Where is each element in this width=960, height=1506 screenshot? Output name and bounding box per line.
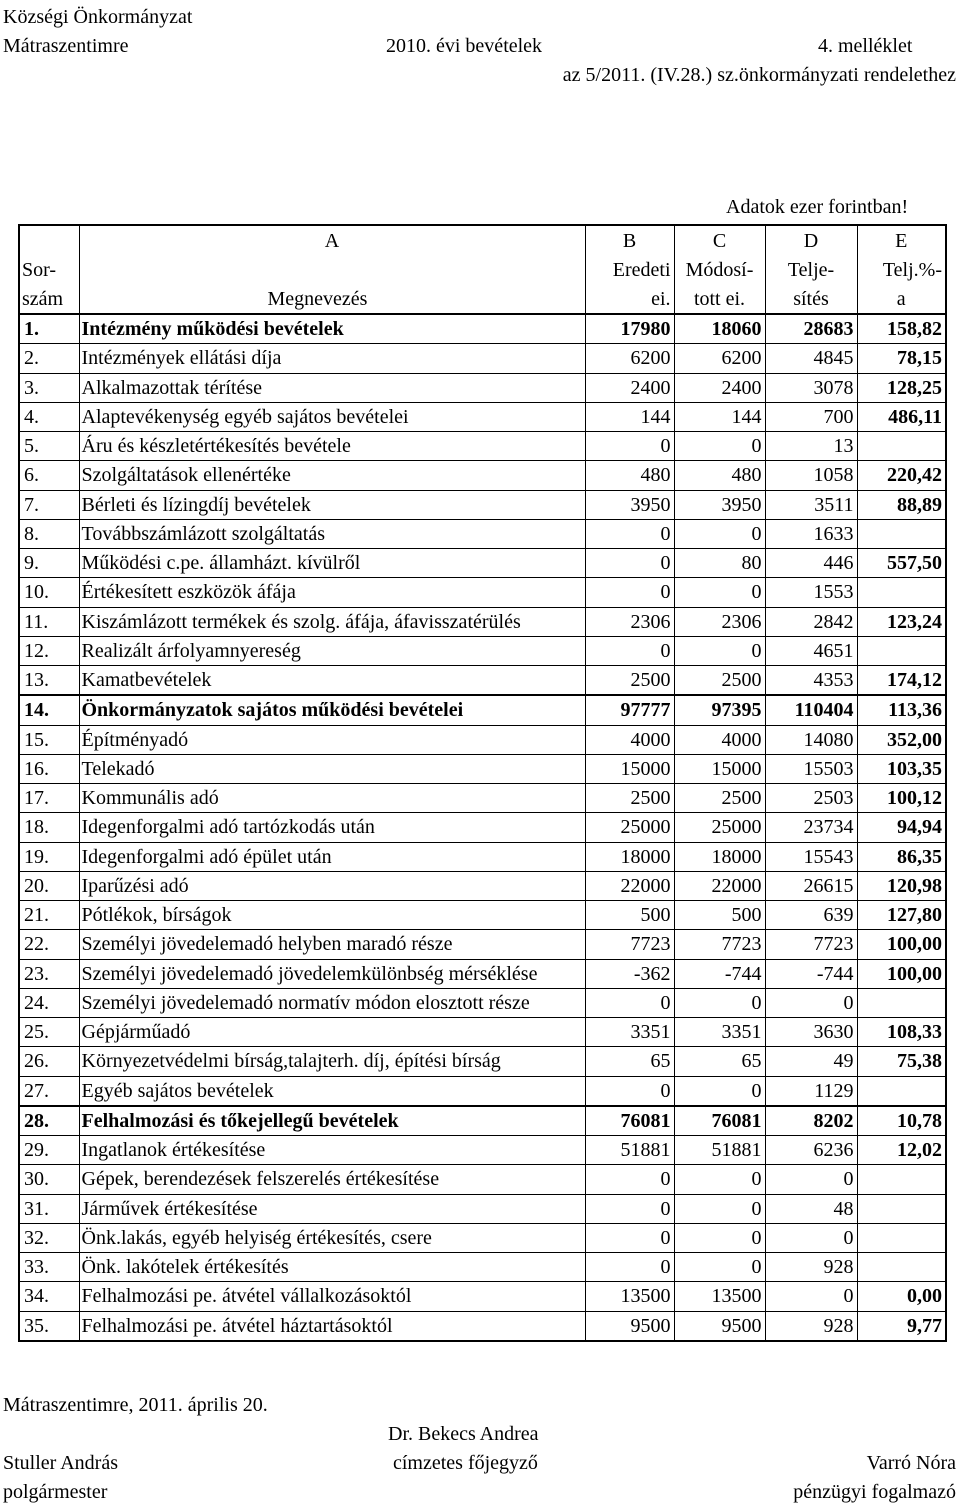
row-modified-budget: 25000 [674,813,765,842]
row-percent: 158,82 [857,314,946,344]
row-percent: 120,98 [857,871,946,900]
row-number: 5. [19,432,79,461]
table-row [19,754,946,783]
row-modified-budget: 76081 [674,1106,765,1136]
table-row [19,578,946,607]
row-actual: 3630 [765,1018,857,1047]
row-actual: 0 [765,988,857,1017]
row-actual: 23734 [765,813,857,842]
row-original-budget: 18000 [585,842,674,871]
column-letter-a: A [79,225,585,255]
table-row [19,344,946,373]
column-letter-b: B [585,225,674,255]
b-header-bottom: ei. [585,284,674,314]
d-header-bottom: sítés [765,284,857,314]
row-actual: 3511 [765,490,857,519]
row-percent [857,519,946,548]
row-original-budget: 17980 [585,314,674,344]
row-actual: 1553 [765,578,857,607]
row-percent [857,1223,946,1252]
row-actual: 1058 [765,461,857,490]
row-name: Értékesített eszközök áfája [79,578,585,607]
row-percent: 9,77 [857,1311,946,1341]
municipality-name: Községi Önkormányzat [3,6,193,28]
row-modified-budget: 65 [674,1047,765,1076]
row-actual: 928 [765,1253,857,1282]
row-actual: 15503 [765,754,857,783]
table-row [19,1311,946,1341]
row-name: Kamatbevételek [79,666,585,696]
row-percent: 174,12 [857,666,946,696]
row-original-budget: 65 [585,1047,674,1076]
row-actual: 13 [765,432,857,461]
row-percent: 123,24 [857,607,946,636]
row-name: Realizált árfolyamnyereség [79,636,585,665]
row-name: Kommunális adó [79,784,585,813]
row-name: Működési c.pe. államházt. kívülről [79,549,585,578]
table-row [19,959,946,988]
row-number: 3. [19,373,79,402]
column-header-row-1 [19,255,946,284]
row-original-budget: 22000 [585,871,674,900]
table-row [19,1076,946,1106]
row-modified-budget: 3950 [674,490,765,519]
row-name: Önk.lakás, egyéb helyiség értékesítés, csere [79,1223,585,1252]
row-number: 35. [19,1311,79,1341]
row-number: 31. [19,1194,79,1223]
row-actual: 0 [765,1165,857,1194]
row-percent: 486,11 [857,402,946,431]
row-actual: 0 [765,1223,857,1252]
row-percent [857,1165,946,1194]
table-row [19,432,946,461]
column-letter-d: D [765,225,857,255]
row-number: 33. [19,1253,79,1282]
e-header-top: Telj.%- [857,255,946,284]
row-number: 17. [19,784,79,813]
place-name: Mátraszentimre [3,35,129,57]
table-row [19,1136,946,1165]
row-number: 30. [19,1165,79,1194]
signer-middle-name: Dr. Bekecs Andrea [388,1423,539,1445]
row-number: 26. [19,1047,79,1076]
signer-middle-title: címzetes főjegyző [393,1452,538,1474]
row-original-budget: 97777 [585,695,674,725]
row-percent: 100,12 [857,784,946,813]
row-number: 9. [19,549,79,578]
row-name: Egyéb sajátos bevételek [79,1076,585,1106]
table-row [19,607,946,636]
row-actual: 446 [765,549,857,578]
row-name: Áru és készletértékesítés bevétele [79,432,585,461]
row-actual: 928 [765,1311,857,1341]
row-original-budget: 2500 [585,784,674,813]
row-percent: 113,36 [857,695,946,725]
row-actual: 3078 [765,373,857,402]
row-percent: 557,50 [857,549,946,578]
row-actual: 1633 [765,519,857,548]
row-name: Telekadó [79,754,585,783]
row-actual: 28683 [765,314,857,344]
row-number: 13. [19,666,79,696]
row-original-budget: 2400 [585,373,674,402]
row-name: Idegenforgalmi adó tartózkodás után [79,813,585,842]
row-actual: 2842 [765,607,857,636]
row-modified-budget: 0 [674,1223,765,1252]
table-row [19,1253,946,1282]
row-original-budget: 3351 [585,1018,674,1047]
row-actual: 26615 [765,871,857,900]
row-actual: 8202 [765,1106,857,1136]
revenue-table [18,224,947,1342]
table-row [19,988,946,1017]
d-header-top: Telje- [765,255,857,284]
table-row [19,373,946,402]
row-modified-budget: 0 [674,636,765,665]
row-name: Alkalmazottak térítése [79,373,585,402]
row-percent [857,1076,946,1106]
row-actual: -744 [765,959,857,988]
row-original-budget: 3950 [585,490,674,519]
table-row [19,314,946,344]
footer-date: Mátraszentimre, 2011. április 20. [3,1394,268,1416]
table-row [19,1018,946,1047]
table-row [19,1223,946,1252]
row-modified-budget: 2400 [674,373,765,402]
row-number: 1. [19,314,79,344]
row-name: Önk. lakótelek értékesítés [79,1253,585,1282]
column-letter-c: C [674,225,765,255]
row-number: 19. [19,842,79,871]
row-name: Személyi jövedelemadó normatív módon elosztott része [79,988,585,1017]
row-name: Gépjárműadó [79,1018,585,1047]
row-percent: 94,94 [857,813,946,842]
row-actual: 6236 [765,1136,857,1165]
name-header: Megnevezés [79,284,585,314]
row-modified-budget: 13500 [674,1282,765,1311]
row-name: Felhalmozási pe. átvétel vállalkozásoktól [79,1282,585,1311]
row-original-budget: 4000 [585,725,674,754]
column-header-row-2 [19,284,946,314]
e-header-bottom: a [857,284,946,314]
row-number: 24. [19,988,79,1017]
row-number: 4. [19,402,79,431]
sor-header-bottom: szám [19,284,79,314]
row-name: Felhalmozási pe. átvétel háztartásoktól [79,1311,585,1341]
table-row [19,695,946,725]
row-modified-budget: 0 [674,1076,765,1106]
row-original-budget: 15000 [585,754,674,783]
row-number: 21. [19,901,79,930]
row-modified-budget: 6200 [674,344,765,373]
row-number: 11. [19,607,79,636]
signer-left-name: Stuller András [3,1452,118,1474]
signer-right-title: pénzügyi fogalmazó [793,1481,956,1503]
row-modified-budget: 0 [674,432,765,461]
table-row [19,666,946,696]
row-percent [857,1253,946,1282]
row-modified-budget: 18000 [674,842,765,871]
row-modified-budget: 0 [674,578,765,607]
row-actual: 4845 [765,344,857,373]
row-number: 25. [19,1018,79,1047]
row-actual: 2503 [765,784,857,813]
row-actual: 7723 [765,930,857,959]
row-original-budget: 2306 [585,607,674,636]
row-original-budget: 2500 [585,666,674,696]
row-original-budget: 0 [585,519,674,548]
row-actual: 14080 [765,725,857,754]
row-number: 6. [19,461,79,490]
row-original-budget: 0 [585,432,674,461]
row-number: 2. [19,344,79,373]
row-number: 28. [19,1106,79,1136]
column-letter-e: E [857,225,946,255]
row-modified-budget: 0 [674,1165,765,1194]
row-name: Ingatlanok értékesítése [79,1136,585,1165]
table-row [19,784,946,813]
table-row [19,1165,946,1194]
row-original-budget: 13500 [585,1282,674,1311]
table-row [19,725,946,754]
row-modified-budget: 2500 [674,784,765,813]
row-original-budget: 0 [585,1194,674,1223]
row-modified-budget: 500 [674,901,765,930]
row-name: Szolgáltatások ellenértéke [79,461,585,490]
row-actual: 4353 [765,666,857,696]
row-actual: 639 [765,901,857,930]
c-header-top: Módosí- [674,255,765,284]
row-percent: 220,42 [857,461,946,490]
row-number: 14. [19,695,79,725]
signer-right-name: Varró Nóra [866,1452,956,1474]
row-original-budget: 76081 [585,1106,674,1136]
row-number: 12. [19,636,79,665]
row-original-budget: 0 [585,1253,674,1282]
row-modified-budget: 51881 [674,1136,765,1165]
row-original-budget: 480 [585,461,674,490]
row-original-budget: 51881 [585,1136,674,1165]
row-original-budget: 6200 [585,344,674,373]
row-original-budget: 9500 [585,1311,674,1341]
decree-reference: az 5/2011. (IV.28.) sz.önkormányzati rendelethez [562,64,956,86]
row-modified-budget: -744 [674,959,765,988]
row-number: 7. [19,490,79,519]
row-modified-budget: 0 [674,1253,765,1282]
b-header-top: Eredeti [585,255,674,284]
table-row [19,519,946,548]
table-row [19,549,946,578]
table-row [19,1194,946,1223]
row-name: Személyi jövedelemadó helyben maradó része [79,930,585,959]
row-number: 22. [19,930,79,959]
c-header-bottom: tott ei. [674,284,765,314]
row-modified-budget: 480 [674,461,765,490]
row-name: Bérleti és lízingdíj bevételek [79,490,585,519]
table-row [19,461,946,490]
row-percent: 108,33 [857,1018,946,1047]
row-name: Intézmények ellátási díja [79,344,585,373]
table-row [19,1106,946,1136]
row-number: 15. [19,725,79,754]
row-percent: 0,00 [857,1282,946,1311]
table-row [19,402,946,431]
row-modified-budget: 22000 [674,871,765,900]
row-original-budget: 0 [585,578,674,607]
sor-header-top: Sor- [22,258,57,281]
row-name: Alaptevékenység egyéb sajátos bevételei [79,402,585,431]
row-modified-budget: 7723 [674,930,765,959]
row-percent: 75,38 [857,1047,946,1076]
table-row [19,490,946,519]
row-modified-budget: 4000 [674,725,765,754]
row-modified-budget: 2306 [674,607,765,636]
row-percent [857,578,946,607]
row-percent [857,432,946,461]
row-percent: 12,02 [857,1136,946,1165]
row-name: Továbbszámlázott szolgáltatás [79,519,585,548]
row-percent: 88,89 [857,490,946,519]
row-original-budget: -362 [585,959,674,988]
row-original-budget: 0 [585,988,674,1017]
row-original-budget: 144 [585,402,674,431]
row-name: Járművek értékesítése [79,1194,585,1223]
table-row [19,636,946,665]
row-actual: 1129 [765,1076,857,1106]
row-modified-budget: 0 [674,519,765,548]
row-original-budget: 0 [585,1165,674,1194]
row-name: Önkormányzatok sajátos működési bevételei [79,695,585,725]
row-actual: 4651 [765,636,857,665]
row-modified-budget: 97395 [674,695,765,725]
row-percent: 100,00 [857,959,946,988]
row-percent: 128,25 [857,373,946,402]
row-name: Idegenforgalmi adó épület után [79,842,585,871]
row-original-budget: 25000 [585,813,674,842]
table-row [19,842,946,871]
row-modified-budget: 18060 [674,314,765,344]
row-actual: 0 [765,1282,857,1311]
row-percent [857,988,946,1017]
row-name: Gépek, berendezések felszerelés értékesítése [79,1165,585,1194]
signer-left-title: polgármester [3,1481,108,1503]
row-percent [857,636,946,665]
row-name: Kiszámlázott termékek és szolg. áfája, áfavisszatérülés [79,607,585,636]
row-number: 32. [19,1223,79,1252]
row-original-budget: 0 [585,1076,674,1106]
annex-label: 4. melléklet [818,35,913,57]
row-number: 8. [19,519,79,548]
row-modified-budget: 2500 [674,666,765,696]
row-original-budget: 7723 [585,930,674,959]
row-number: 34. [19,1282,79,1311]
row-modified-budget: 144 [674,402,765,431]
table-row [19,901,946,930]
row-percent: 10,78 [857,1106,946,1136]
row-percent: 78,15 [857,344,946,373]
row-actual: 700 [765,402,857,431]
row-percent [857,1194,946,1223]
row-number: 27. [19,1076,79,1106]
row-percent: 127,80 [857,901,946,930]
row-number: 18. [19,813,79,842]
row-modified-budget: 80 [674,549,765,578]
row-modified-budget: 15000 [674,754,765,783]
row-original-budget: 0 [585,636,674,665]
table-row [19,871,946,900]
row-name: Környezetvédelmi bírság,talajterh. díj, építési bírság [79,1047,585,1076]
row-percent: 352,00 [857,725,946,754]
row-original-budget: 0 [585,549,674,578]
row-number: 20. [19,871,79,900]
row-number: 23. [19,959,79,988]
row-modified-budget: 9500 [674,1311,765,1341]
unit-note: Adatok ezer forintban! [726,196,909,218]
column-letters-row [19,225,946,255]
table-row [19,1282,946,1311]
row-modified-budget: 3351 [674,1018,765,1047]
row-actual: 49 [765,1047,857,1076]
row-name: Építményadó [79,725,585,754]
row-percent: 100,00 [857,930,946,959]
row-original-budget: 0 [585,1223,674,1252]
row-number: 10. [19,578,79,607]
row-name: Pótlékok, bírságok [79,901,585,930]
row-actual: 48 [765,1194,857,1223]
row-name: Felhalmozási és tőkejellegű bevételek [79,1106,585,1136]
row-actual: 15543 [765,842,857,871]
row-modified-budget: 0 [674,1194,765,1223]
table-row [19,1047,946,1076]
row-percent: 86,35 [857,842,946,871]
table-row [19,813,946,842]
document-title: 2010. évi bevételek [386,35,543,57]
row-number: 29. [19,1136,79,1165]
row-number: 16. [19,754,79,783]
row-name: Iparűzési adó [79,871,585,900]
row-name: Intézmény működési bevételek [79,314,585,344]
row-modified-budget: 0 [674,988,765,1017]
row-percent: 103,35 [857,754,946,783]
row-actual: 110404 [765,695,857,725]
row-original-budget: 500 [585,901,674,930]
table-row [19,930,946,959]
row-name: Személyi jövedelemadó jövedelemkülönbség mérséklése [79,959,585,988]
